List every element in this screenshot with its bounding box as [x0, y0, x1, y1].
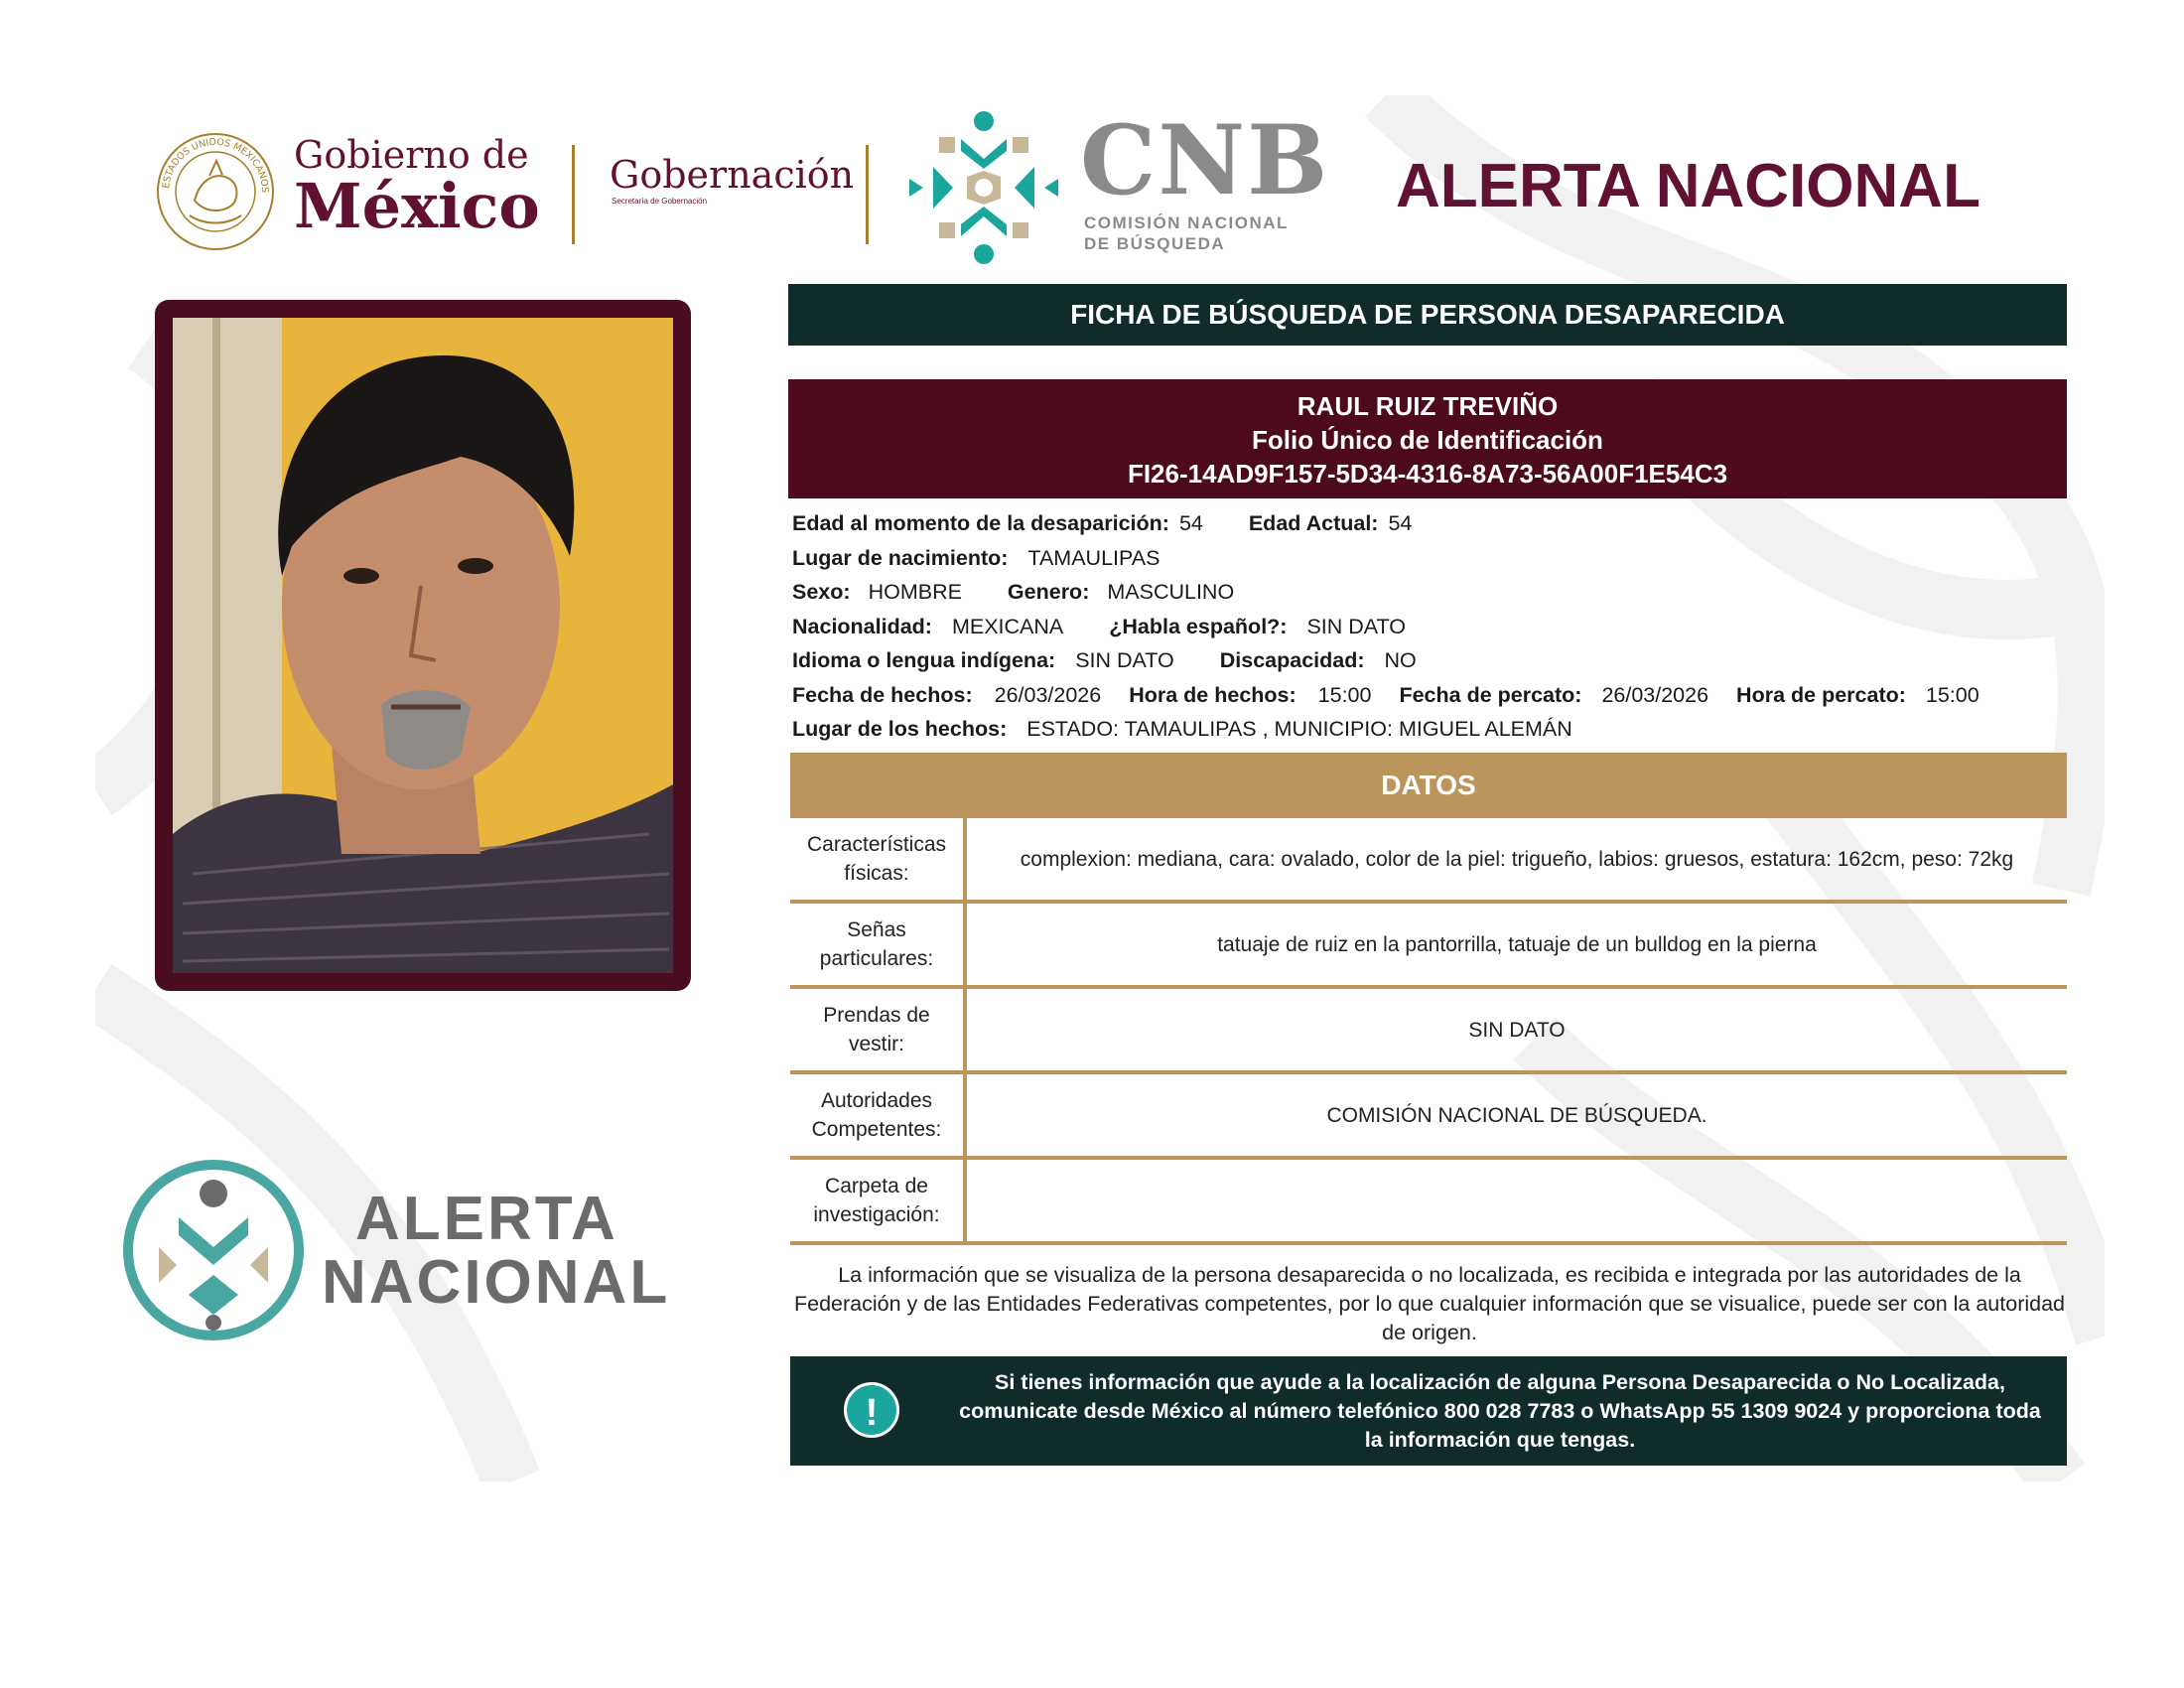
datos-value: SIN DATO	[965, 987, 2067, 1072]
folio-label: Folio Único de Identificación	[1252, 425, 1603, 455]
lugar-nacimiento-label: Lugar de nacimiento:	[792, 545, 1009, 570]
edad-actual-label: Edad Actual:	[1248, 511, 1379, 535]
person-photo-illustration	[173, 318, 673, 973]
table-row	[790, 1158, 2067, 1243]
name-box	[788, 379, 2067, 498]
folio-number: FI26-14AD9F157-5D34-4316-8A73-56A00F1E54C3	[1127, 459, 1728, 489]
photo-frame	[155, 300, 691, 991]
info-row	[792, 610, 2073, 644]
person-name: RAUL RUIZ TREVIÑO	[1297, 391, 1559, 421]
fecha-percato-value: 26/03/2026	[1601, 682, 1709, 707]
nacionalidad-value: MEXICANA	[951, 614, 1064, 638]
info-row	[792, 643, 2073, 678]
cnb-logo-icon	[903, 107, 1064, 268]
datos-table	[790, 818, 2067, 1245]
contact-text: Si tienes información que ayude a la localización de alguna Persona Desaparecida o No Localizada, comunicate desde México al número telefónico 800 028 7783 o WhatsApp 55 1309 9024 y proporciona toda la información que tengas.	[959, 1370, 2041, 1452]
gobernacion-subtitle: Secretaría de Gobernación	[612, 197, 708, 206]
datos-value: tatuaje de ruiz en la pantorrilla, tatuaje de un bulldog en la pierna	[965, 902, 2067, 987]
hora-percato-value: 15:00	[1925, 682, 1979, 707]
datos-label: Autoridades Competentes:	[790, 1072, 965, 1158]
hora-hechos-label: Hora de hechos:	[1129, 682, 1297, 707]
edad-desaparicion-value: 54	[1178, 511, 1203, 535]
cnb-subtitle	[1084, 212, 1342, 254]
alerta-logo-line1: ALERTA	[355, 1185, 618, 1253]
mexico-seal-icon	[155, 131, 276, 252]
table-row	[790, 902, 2067, 987]
alerta-nacional-logo-icon	[119, 1156, 308, 1344]
table-row	[790, 987, 2067, 1072]
datos-value: complexion: mediana, cara: ovalado, color de la piel: trigueño, labios: gruesos, estatura: 162cm, peso: 72kg	[965, 818, 2067, 902]
lugar-hechos-label: Lugar de los hechos:	[792, 717, 1008, 741]
contact-banner	[790, 1356, 2067, 1466]
nacionalidad-label: Nacionalidad:	[792, 614, 932, 638]
info-row	[792, 506, 2073, 541]
disclaimer-text: La información que se visualiza de la persona desaparecida o no localizada, es recibida e integrada por las autoridades de la Federación y de las Entidades Federativas competentes, por lo que cualquier información que se visualice, puede ser con la autoridad de origen.	[794, 1263, 2066, 1344]
info-block	[792, 506, 2073, 747]
info-row	[792, 575, 2073, 610]
header-divider	[572, 145, 575, 244]
fecha-hechos-value: 26/03/2026	[994, 682, 1102, 707]
gobierno-de-mexico-logo	[294, 133, 540, 242]
table-row	[790, 1072, 2067, 1158]
genero-label: Genero:	[1007, 580, 1090, 604]
table-row	[790, 818, 2067, 902]
ficha-title-bar: FICHA DE BÚSQUEDA DE PERSONA DESAPARECIDA	[788, 284, 2067, 346]
header	[95, 95, 2105, 284]
info-row	[792, 541, 2073, 576]
info-row	[792, 712, 2073, 747]
alerta-nacional-wordmark	[322, 1185, 671, 1317]
genero-value: MASCULINO	[1107, 580, 1235, 604]
hora-hechos-value: 15:00	[1317, 682, 1372, 707]
idioma-label: Idioma o lengua indígena:	[792, 648, 1056, 672]
alerta-nacional-title: ALERTA NACIONAL	[1396, 152, 1980, 220]
datos-value: COMISIÓN NACIONAL DE BÚSQUEDA.	[965, 1072, 2067, 1158]
info-row	[792, 678, 2073, 713]
sexo-value: HOMBRE	[868, 580, 962, 604]
alert-sheet	[95, 95, 2105, 1481]
lugar-nacimiento-value: TAMAULIPAS	[1027, 545, 1160, 570]
habla-espanol-label: ¿Habla español?:	[1109, 614, 1288, 638]
cnb-sub-line1: COMISIÓN NACIONAL	[1084, 213, 1289, 232]
lugar-hechos-value: ESTADO: TAMAULIPAS , MUNICIPIO: MIGUEL ALEMÁN	[1026, 717, 1572, 741]
alerta-logo-line2: NACIONAL	[322, 1248, 671, 1317]
seal-ring-text: ESTADOS UNIDOS MEXICANOS	[161, 136, 271, 194]
datos-value	[965, 1158, 2067, 1243]
habla-espanol-value: SIN DATO	[1306, 614, 1407, 638]
edad-desaparicion-label: Edad al momento de la desaparición:	[792, 511, 1169, 535]
gobierno-line2: México	[294, 170, 540, 242]
datos-header: DATOS	[790, 753, 2067, 818]
datos-label: Señas particulares:	[790, 902, 965, 987]
sexo-label: Sexo:	[792, 580, 851, 604]
discapacidad-value: NO	[1384, 648, 1417, 672]
edad-actual-value: 54	[1388, 511, 1413, 535]
missing-person-photo	[173, 318, 673, 973]
datos-label: Prendas de vestir:	[790, 987, 965, 1072]
datos-label: Carpeta de investigación:	[790, 1158, 965, 1243]
idioma-value: SIN DATO	[1075, 648, 1174, 672]
cnb-sub-line2: DE BÚSQUEDA	[1084, 234, 1226, 253]
fecha-hechos-label: Fecha de hechos:	[792, 682, 973, 707]
cnb-wordmark: CNB	[1080, 104, 1330, 216]
fecha-percato-label: Fecha de percato:	[1399, 682, 1582, 707]
alert-icon: !	[844, 1382, 899, 1438]
gobierno-line1: Gobierno de	[294, 133, 529, 177]
hora-percato-label: Hora de percato:	[1736, 682, 1906, 707]
header-divider	[866, 145, 869, 244]
discapacidad-label: Discapacidad:	[1219, 648, 1365, 672]
datos-label: Características físicas:	[790, 818, 965, 902]
gobernacion-logo: Gobernación	[610, 153, 855, 197]
